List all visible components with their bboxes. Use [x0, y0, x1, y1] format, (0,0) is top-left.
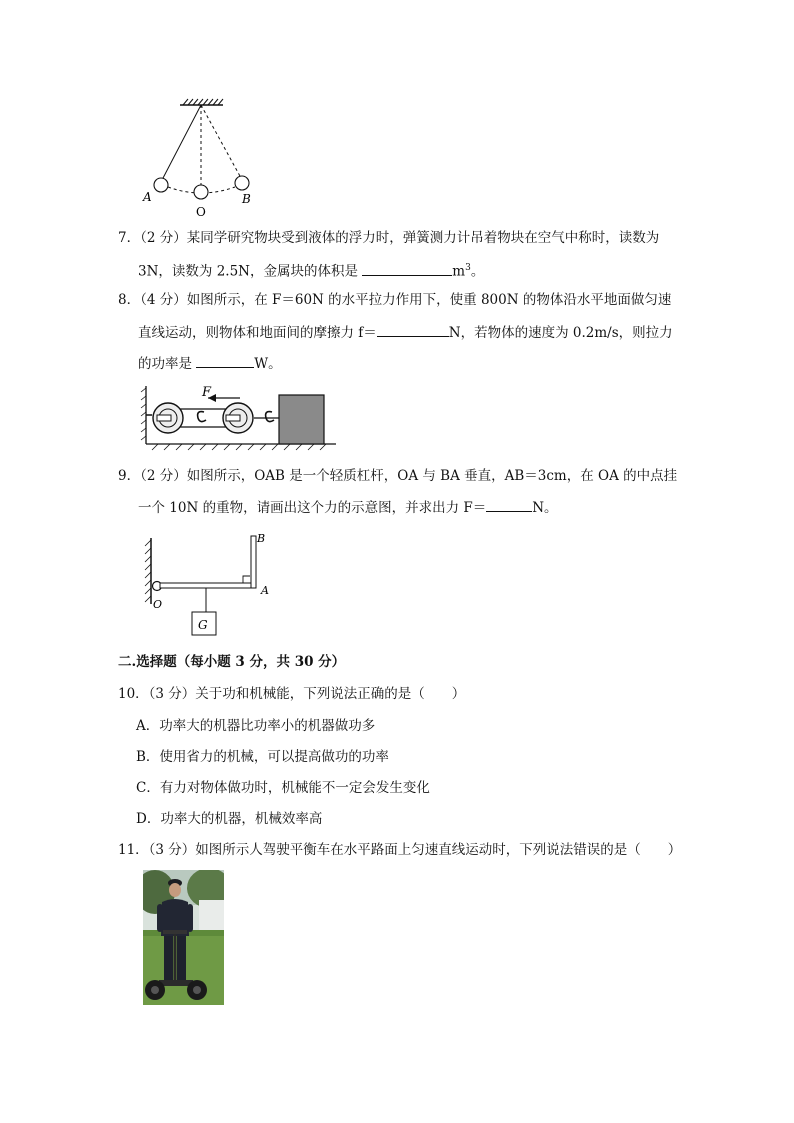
- q7-answer-blank[interactable]: [362, 261, 452, 276]
- q8-line3: [138, 353, 282, 374]
- lever-arm-oa: [160, 583, 256, 588]
- block: [279, 395, 324, 444]
- q8-line1: 8．（4 分）如图所示，在 F＝60N 的水平拉力作用下，使重 800N 的物体沿水平地面做匀速: [118, 292, 672, 308]
- q9-line2-prefix: 一个 10N 的重物，请画出这个力的示意图，并求出力 F＝: [138, 500, 487, 516]
- ball-o: [194, 185, 208, 199]
- q7-unit: m: [452, 263, 466, 280]
- q8-line3-suffix: W。: [254, 356, 282, 372]
- pendulum-string: [162, 105, 201, 180]
- q8-line3-prefix: 的功率是: [138, 356, 197, 372]
- q10-option-d[interactable]: D．功率大的机器，机械效率高: [136, 811, 323, 827]
- label-b: B: [257, 532, 266, 545]
- label-o: O: [196, 205, 206, 219]
- q9-line2: [138, 497, 558, 518]
- ball-b: [235, 176, 249, 190]
- q10-option-a[interactable]: A．功率大的机器比功率小的机器做功多: [136, 718, 376, 734]
- q10-option-c[interactable]: C．有力对物体做功时，机械能不一定会发生变化: [136, 780, 430, 796]
- pulley-figure: [140, 382, 340, 457]
- q10-stem: 10．（3 分）关于功和机械能，下列说法正确的是（ ）: [118, 686, 466, 702]
- label-o: O: [153, 598, 163, 611]
- q8-line2: [138, 322, 673, 343]
- label-g: G: [198, 618, 208, 632]
- lever-arm-ab: [251, 536, 256, 588]
- hook-icon: [266, 412, 274, 422]
- q9-line1: 9．（2 分）如图所示，OAB 是一个轻质杠杆，OA 与 BA 垂直，AB＝3cm，在 OA 的中点挂: [118, 468, 678, 484]
- q8-friction-blank[interactable]: [377, 322, 449, 337]
- ball-a: [154, 178, 168, 192]
- section-heading: 二.选择题（每小题 3 分，共 30 分）: [118, 654, 346, 670]
- label-f: F: [202, 385, 212, 400]
- label-b: B: [242, 192, 251, 206]
- pendulum-figure: [135, 95, 275, 220]
- q7-line2: [138, 258, 484, 282]
- label-a: A: [261, 584, 269, 597]
- q9-line2-suffix: N。: [532, 500, 558, 516]
- label-a: A: [143, 190, 152, 204]
- q7-unit-exp: 3: [465, 263, 471, 273]
- q9-force-blank[interactable]: [486, 497, 532, 512]
- q10-option-b[interactable]: B．使用省力的机械，可以提高做功的功率: [136, 749, 389, 765]
- q8-line2-suffix: N，若物体的速度为 0.2m/s，则拉力: [448, 325, 673, 341]
- lever-figure: [135, 528, 285, 640]
- q8-power-blank[interactable]: [196, 353, 254, 368]
- q7-end: 。: [470, 263, 485, 280]
- hook-icon: [198, 412, 206, 422]
- segway-photo: [143, 870, 224, 1005]
- q7-prefix: 3N，读数为 2.5N，金属块的体积是: [138, 263, 363, 280]
- q7-line1: 7．（2 分）某同学研究物块受到液体的浮力时，弹簧测力计吊着物块在空气中称时，读数为: [118, 230, 660, 246]
- q11-stem: 11．（3 分）如图所示人驾驶平衡车在水平路面上匀速直线运动时，下列说法错误的是（ ）: [118, 842, 682, 858]
- q8-line2-prefix: 直线运动，则物体和地面间的摩擦力 f＝: [138, 325, 377, 341]
